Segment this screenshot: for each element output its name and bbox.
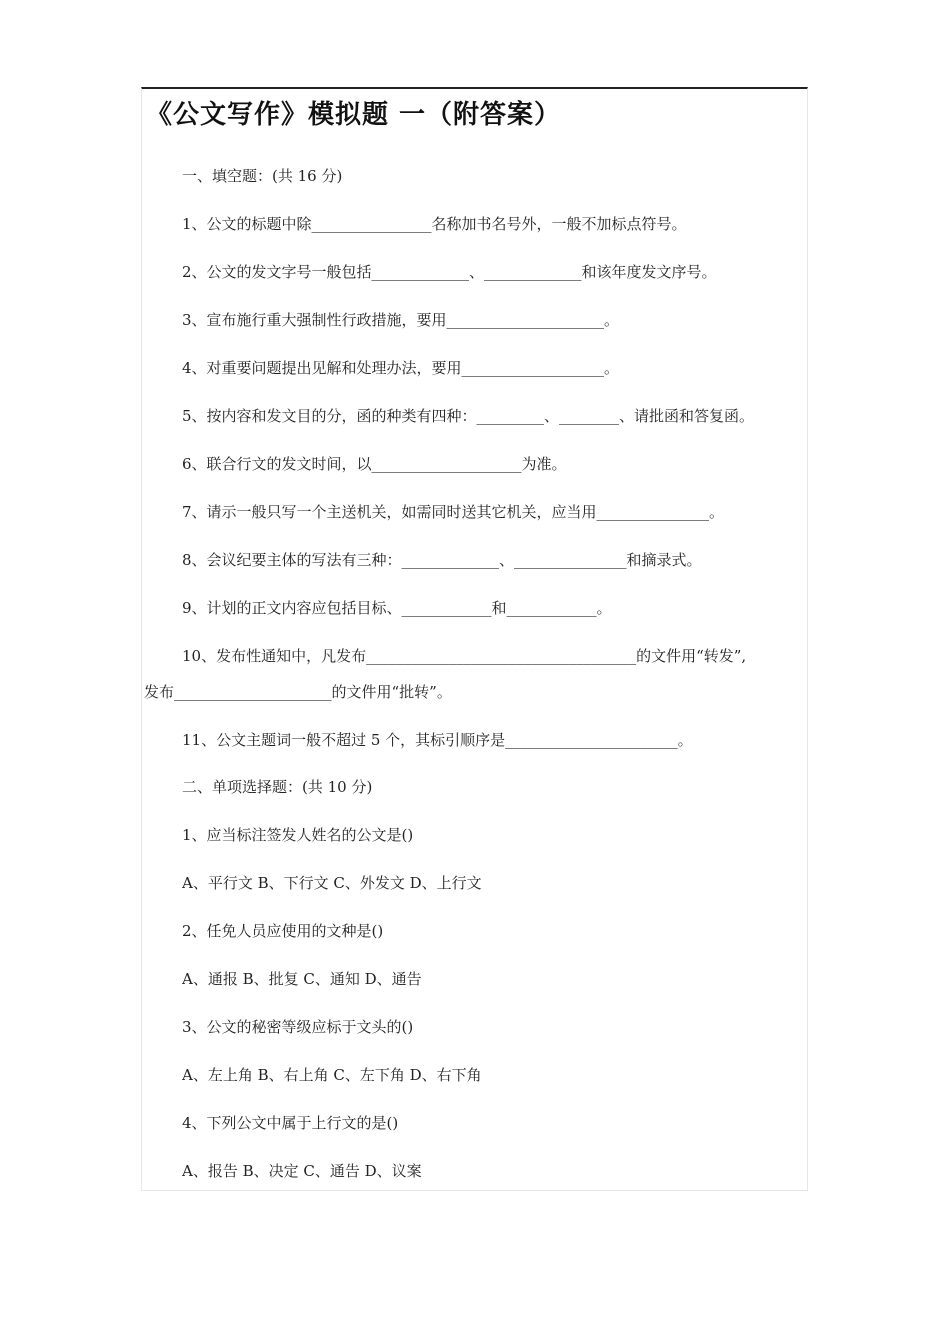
fill-question-1: 1、公文的标题中除________________名称加书名号外，一般不加标点符号。	[182, 215, 687, 233]
document-title: 《公文写作》模拟题 一（附答案）	[146, 100, 562, 130]
choice-question-2: 2、任免人员应使用的文种是()	[182, 922, 384, 940]
choice-question-1-options: A、平行文 B、下行文 C、外发文 D、上行文	[182, 874, 482, 892]
choice-question-1: 1、应当标注签发人姓名的公文是()	[182, 826, 414, 844]
fill-question-9: 9、计划的正文内容应包括目标、____________和____________。	[182, 599, 612, 617]
section2-heading: 二、单项选择题：(共 10 分)	[182, 778, 373, 796]
fill-question-7: 7、请示一般只写一个主送机关，如需同时送其它机关，应当用_______________。	[182, 503, 725, 521]
choice-question-2-options: A、通报 B、批复 C、通知 D、通告	[182, 970, 422, 988]
choice-question-3-options: A、左上角 B、右上角 C、左下角 D、右下角	[182, 1066, 482, 1084]
fill-question-10-line2: 发布_____________________的文件用“批转”。	[144, 683, 452, 701]
fill-question-8: 8、会议纪要主体的写法有三种：_____________、_______________和摘录式。	[182, 551, 702, 569]
fill-question-11: 11、公文主题词一般不超过 5 个，其标引顺序是_______________________。	[182, 731, 693, 749]
fill-question-5: 5、按内容和发文目的分，函的种类有四种：_________、________、请批函和答复函。	[182, 407, 755, 425]
fill-question-2: 2、公文的发文字号一般包括_____________、_____________和该年度发文序号。	[182, 263, 717, 281]
section1-heading: 一、填空题：(共 16 分)	[182, 167, 343, 185]
choice-question-4-options: A、报告 B、决定 C、通告 D、议案	[182, 1162, 422, 1180]
choice-question-3: 3、公文的秘密等级应标于文头的()	[182, 1018, 414, 1036]
choice-question-4: 4、下列公文中属于上行文的是()	[182, 1114, 399, 1132]
fill-question-6: 6、联合行文的发文时间，以____________________为准。	[182, 455, 567, 473]
fill-question-4: 4、对重要问题提出见解和处理办法，要用___________________。	[182, 359, 620, 377]
fill-question-10-line1: 10、发布性通知中，凡发布____________________________________的文件用“转发”,	[182, 647, 747, 665]
fill-question-3: 3、宣布施行重大强制性行政措施，要用_____________________。	[182, 311, 620, 329]
